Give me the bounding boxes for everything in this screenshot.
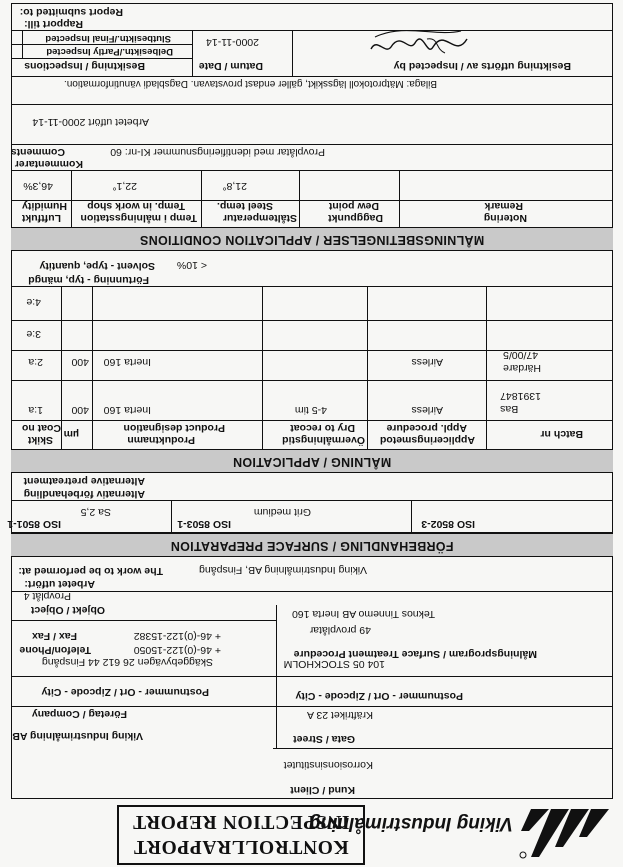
- cond-col1-en: Humidity: [22, 200, 67, 212]
- cond-col1-sv: Luftfukt: [21, 212, 61, 224]
- comments-label-sv: Kommentarer: [14, 158, 83, 170]
- inspection-type-label: Besiktning / Inspections: [24, 60, 145, 72]
- col-product-sv: Produktnamn: [127, 434, 195, 446]
- procedure-label: Målningsprogram / Surface Treatment Procedure: [293, 648, 537, 660]
- viking-logo-icon: [517, 805, 609, 861]
- row1-product: Inerta 160: [103, 404, 151, 416]
- company-address: Skäggebyvägen 26 612 44 Finspång: [41, 656, 213, 668]
- cond-steel-temp: 21,8°: [222, 180, 247, 192]
- alt-label-en: Alternative pretreatment: [23, 475, 145, 487]
- work-label-sv: Arbetet utfört:: [24, 578, 95, 590]
- client-label: Kund / Client: [290, 784, 355, 796]
- cond-workshop-temp: 22,1°: [112, 180, 137, 192]
- col-product-en: Product designation: [123, 422, 225, 434]
- alt-label-sv: Alternativ förbehandling: [23, 488, 145, 500]
- col-coat-en: Coat no: [21, 422, 61, 434]
- row1-batch: Bas 1391847: [500, 390, 541, 415]
- cond-col5-en: Remark: [484, 200, 523, 212]
- col-batch: Batch nr: [540, 428, 583, 440]
- client-street: Kräftriket 23 A: [307, 709, 373, 721]
- conditions-heading: MÅLNINGSBETINGELSER / APPLICATION CONDITIONS: [11, 227, 613, 251]
- date-label: Datum / Date: [198, 60, 263, 72]
- object-label: Objekt / Object: [30, 604, 105, 616]
- surface-std-1: ISO 8501-1: [7, 518, 61, 530]
- procedure-line-2: Teknos Tinnemo AB Inerta 160: [291, 608, 435, 620]
- application-heading: MÅLNING / APPLICATION: [11, 449, 613, 473]
- row2-batch: Härdare 47/00/5: [503, 349, 541, 374]
- cond-col5-sv: Notering: [483, 212, 527, 224]
- row3-coat: 3:e: [26, 328, 41, 340]
- col-method-en: Appl. procedure: [386, 422, 467, 434]
- partly-inspected: Delbesiktn./Partly Inspected: [46, 46, 173, 57]
- company-heading: Företag / Company: [31, 708, 127, 720]
- cond-col3-en: Steel temp.: [216, 200, 273, 212]
- company-phone: + 46-(0)122-15050: [133, 644, 221, 656]
- company-fax: + 46-(0)122-15382: [133, 630, 221, 642]
- street-label: Gata / Street: [293, 733, 355, 745]
- brand-logo: [308, 803, 613, 861]
- surface-heading: FÖRBEHANDLING / SURFACE PREPARATION: [11, 533, 613, 557]
- thinner-value: < 10%: [176, 259, 207, 271]
- phone-label: Telefon/Phone: [19, 644, 91, 656]
- row1-method: Airless: [411, 404, 443, 416]
- row2-coat: 2:a: [28, 356, 43, 368]
- cond-col2-en: Temp. in work shop: [87, 200, 185, 212]
- thinner-label-en: Solvent - type, quantity: [39, 260, 155, 272]
- report-title-box: [117, 805, 365, 865]
- work-label-en: The work to be performed at:: [18, 565, 163, 577]
- client-name: Korrosionsinstitutet: [283, 759, 373, 771]
- comments-line-2: Arbetet utfört 2000-11-14: [32, 116, 149, 128]
- surface-std-2: ISO 8503-1: [177, 518, 231, 530]
- col-recoat-en: Dry to recoat: [290, 422, 355, 434]
- report-label-en: Report submitted to:: [19, 6, 123, 18]
- cond-col3-sv: Ståltemperatur: [222, 212, 297, 224]
- col-um: µm: [63, 428, 79, 440]
- cond-col4-en: Dew point: [328, 200, 379, 212]
- company-city-label: Postnummer - Ort / Zipcode - City: [41, 686, 209, 698]
- client-city-label: Postnummer - Ort / Zipcode - City: [295, 690, 463, 702]
- comments-attachment: Bilaga: Mätprotokoll lägsskikt, gäller endast provstavan. Dagsbladi vänutinformation.: [64, 78, 437, 89]
- title-sv: KONTROLLRAPPORT: [133, 836, 349, 857]
- surface-val-2: Grit medium: [253, 506, 311, 518]
- cond-humidity: 46,3%: [23, 180, 53, 192]
- inspected-by-label: Besiktning utförts av / Inspected by: [393, 60, 571, 72]
- brand-name: Viking Industrimålning: [308, 813, 513, 834]
- col-recoat-sv: Övermålningstid: [282, 434, 365, 446]
- row4-coat: 4:e: [26, 296, 41, 308]
- col-method-sv: Appliceringsmetod: [379, 434, 475, 446]
- title-en: INSPECTION REPORT: [132, 811, 350, 832]
- row2-method: Airless: [411, 356, 443, 368]
- thinner-label-sv: Förtunning - typ, mängd: [28, 274, 149, 286]
- surface-std-3: ISO 8502-3: [421, 518, 475, 530]
- row1-recoat: 4-5 tim: [294, 404, 327, 416]
- comments-line-1: Provplåtar med identifieringsnummer KI-nr: 60: [110, 146, 325, 158]
- row2-um: 400: [71, 356, 89, 368]
- procedure-line-1: 49 provplåtar: [309, 624, 371, 636]
- final-inspected: Slutbesiktn./Final Inspected: [45, 33, 171, 44]
- work-value: Viking Industrimålning AB, Finspång: [199, 564, 367, 576]
- col-coat-sv: Skikt: [27, 434, 53, 446]
- object-value: Provplåt 4: [23, 590, 71, 602]
- cond-col4-sv: Daggpunkt: [328, 212, 383, 224]
- date-value: 2000-11-14: [206, 36, 259, 48]
- surface-val-1: Sa 2,5: [80, 506, 111, 518]
- row1-coat: 1:a: [28, 404, 43, 416]
- inspector-signature-icon: [365, 17, 475, 67]
- comments-label-en: Comments: [10, 146, 65, 158]
- row2-product: Inerta 160: [103, 356, 151, 368]
- fax-label: Fax / Fax: [32, 630, 77, 642]
- company-label: Viking Industrimålning AB: [12, 730, 143, 742]
- row1-um: 400: [71, 404, 89, 416]
- client-city: 104 05 STOCKHOLM: [283, 658, 385, 670]
- report-label-sv: Rapport till:: [24, 18, 83, 30]
- cond-col2-sv: Temp i målningsstation: [80, 212, 197, 224]
